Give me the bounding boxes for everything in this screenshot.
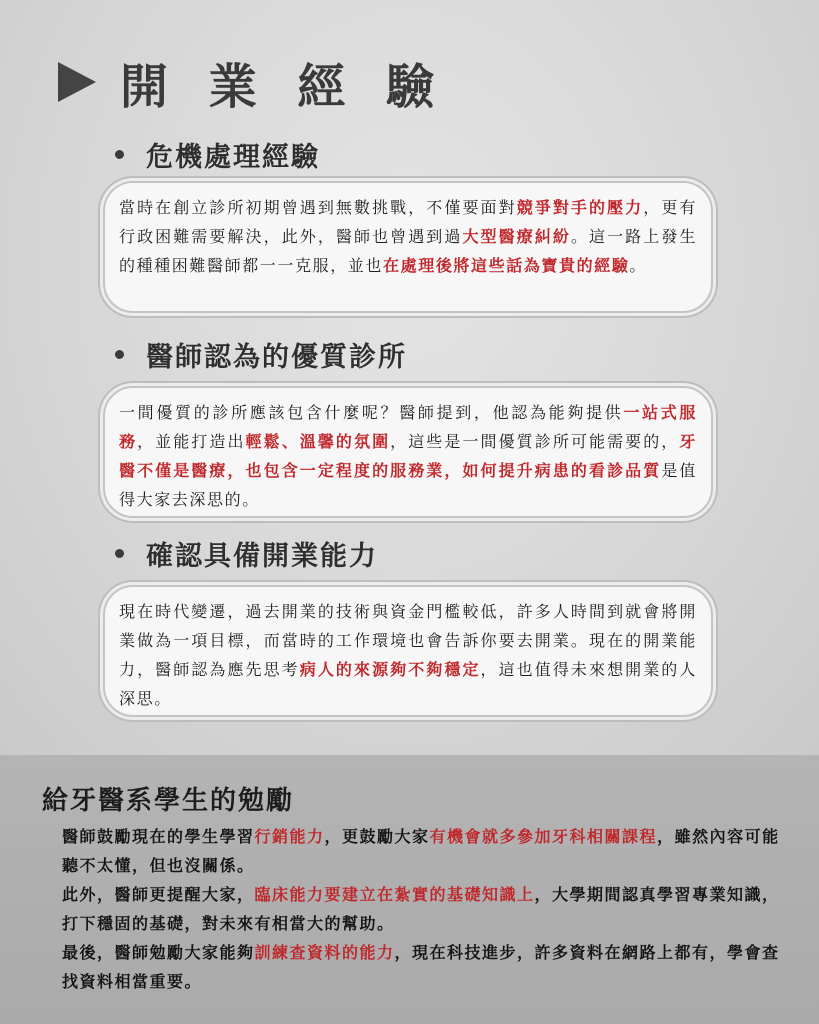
card-capability: [103, 585, 713, 717]
highlight-text: 在處理後將這些話為寶貴的經驗: [383, 256, 630, 275]
body-text: ，這些是一間優質診所可能需要的，: [390, 432, 680, 451]
body-text: 一間優質的診所應該包含什麼呢？醫師提到，他認為能夠提供: [119, 403, 624, 422]
section-heading-capability: [115, 533, 378, 573]
highlight-text: 病人的來源夠不夠穩定: [299, 660, 481, 679]
section-title: 確認具備開業能力: [146, 540, 378, 572]
advice-body: [62, 822, 782, 996]
body-text: 現在時代變遷，過去開業的技術與資金門檻較低，許多人時間到就會將開業做為一項目標，而當時的工作環境也會告訴你要去開業。現在的開業能力，醫師認為應先思考: [119, 602, 697, 679]
page-title: 開 業 經 驗: [120, 58, 447, 115]
bullet-icon: [115, 350, 124, 359]
card-quality-clinic: [103, 386, 713, 518]
main-heading: [58, 52, 447, 115]
card-text: [119, 597, 697, 713]
advice-paragraph: [62, 822, 782, 880]
body-text: ，大學期間認真學習專業知識，打下穩固的基礎，對未來有相當大的幫助。: [62, 885, 780, 933]
body-text: 此外，醫師更提醒大家，: [62, 885, 255, 904]
body-text: 是值得大家去深思的。: [119, 461, 697, 509]
body-text: 。這一路上發生的種種困難醫師都一一克服，並也: [119, 227, 697, 275]
highlight-text: 競爭對手的壓力: [516, 198, 644, 217]
bullet-icon: [115, 549, 124, 558]
advice-paragraph: [62, 880, 782, 938]
highlight-text: 訓練查資料的能力: [254, 943, 395, 962]
highlight-text: 行銷能力: [254, 827, 325, 846]
body-text: ，現在科技進步，許多資料在網路上都有，學會查找資料相當重要。: [62, 943, 780, 991]
card-crisis: [103, 181, 713, 313]
card-text: [119, 193, 697, 280]
body-text: ，並能打造出: [137, 432, 246, 451]
section-title: 危機處理經驗: [146, 141, 320, 173]
highlight-text: 一站式服務: [119, 403, 697, 451]
arrow-right-icon: [58, 62, 96, 102]
body-text: 最後，醫師勉勵大家能夠: [62, 943, 255, 962]
body-text: ，更有行政困難需要解決，此外，醫師也曾遇到過: [119, 198, 698, 246]
body-text: 。: [629, 256, 648, 275]
bullet-icon: [115, 150, 124, 159]
highlight-text: 有機會就多參加牙科相關課程: [429, 827, 658, 846]
highlight-text: 輕鬆、溫馨的氛圍: [245, 432, 391, 451]
section-heading-crisis: [115, 134, 320, 174]
section-title: 醫師認為的優質診所: [146, 341, 407, 373]
highlight-text: 臨床能力要建立在紮實的基礎知識上: [254, 885, 535, 904]
advice-paragraph: [62, 938, 782, 996]
body-text: 當時在創立診所初期曾遇到無數挑戰，不僅要面對: [119, 198, 517, 217]
advice-title: 給牙醫系學生的勉勵: [42, 786, 295, 816]
section-heading-quality-clinic: [115, 334, 407, 374]
body-text: ，雖然內容可能聽不太懂，但也沒關係。: [62, 827, 780, 875]
highlight-text: 牙醫不僅是醫療，也包含一定程度的服務業，如何提升病患的看診品質: [119, 432, 697, 480]
card-text: [119, 398, 697, 514]
body-text: ，這也值得未來想開業的人深思。: [119, 660, 697, 708]
highlight-text: 大型醫療糾紛: [462, 227, 571, 246]
body-text: ，更鼓勵大家: [324, 827, 430, 846]
body-text: 醫師鼓勵現在的學生學習: [62, 827, 255, 846]
